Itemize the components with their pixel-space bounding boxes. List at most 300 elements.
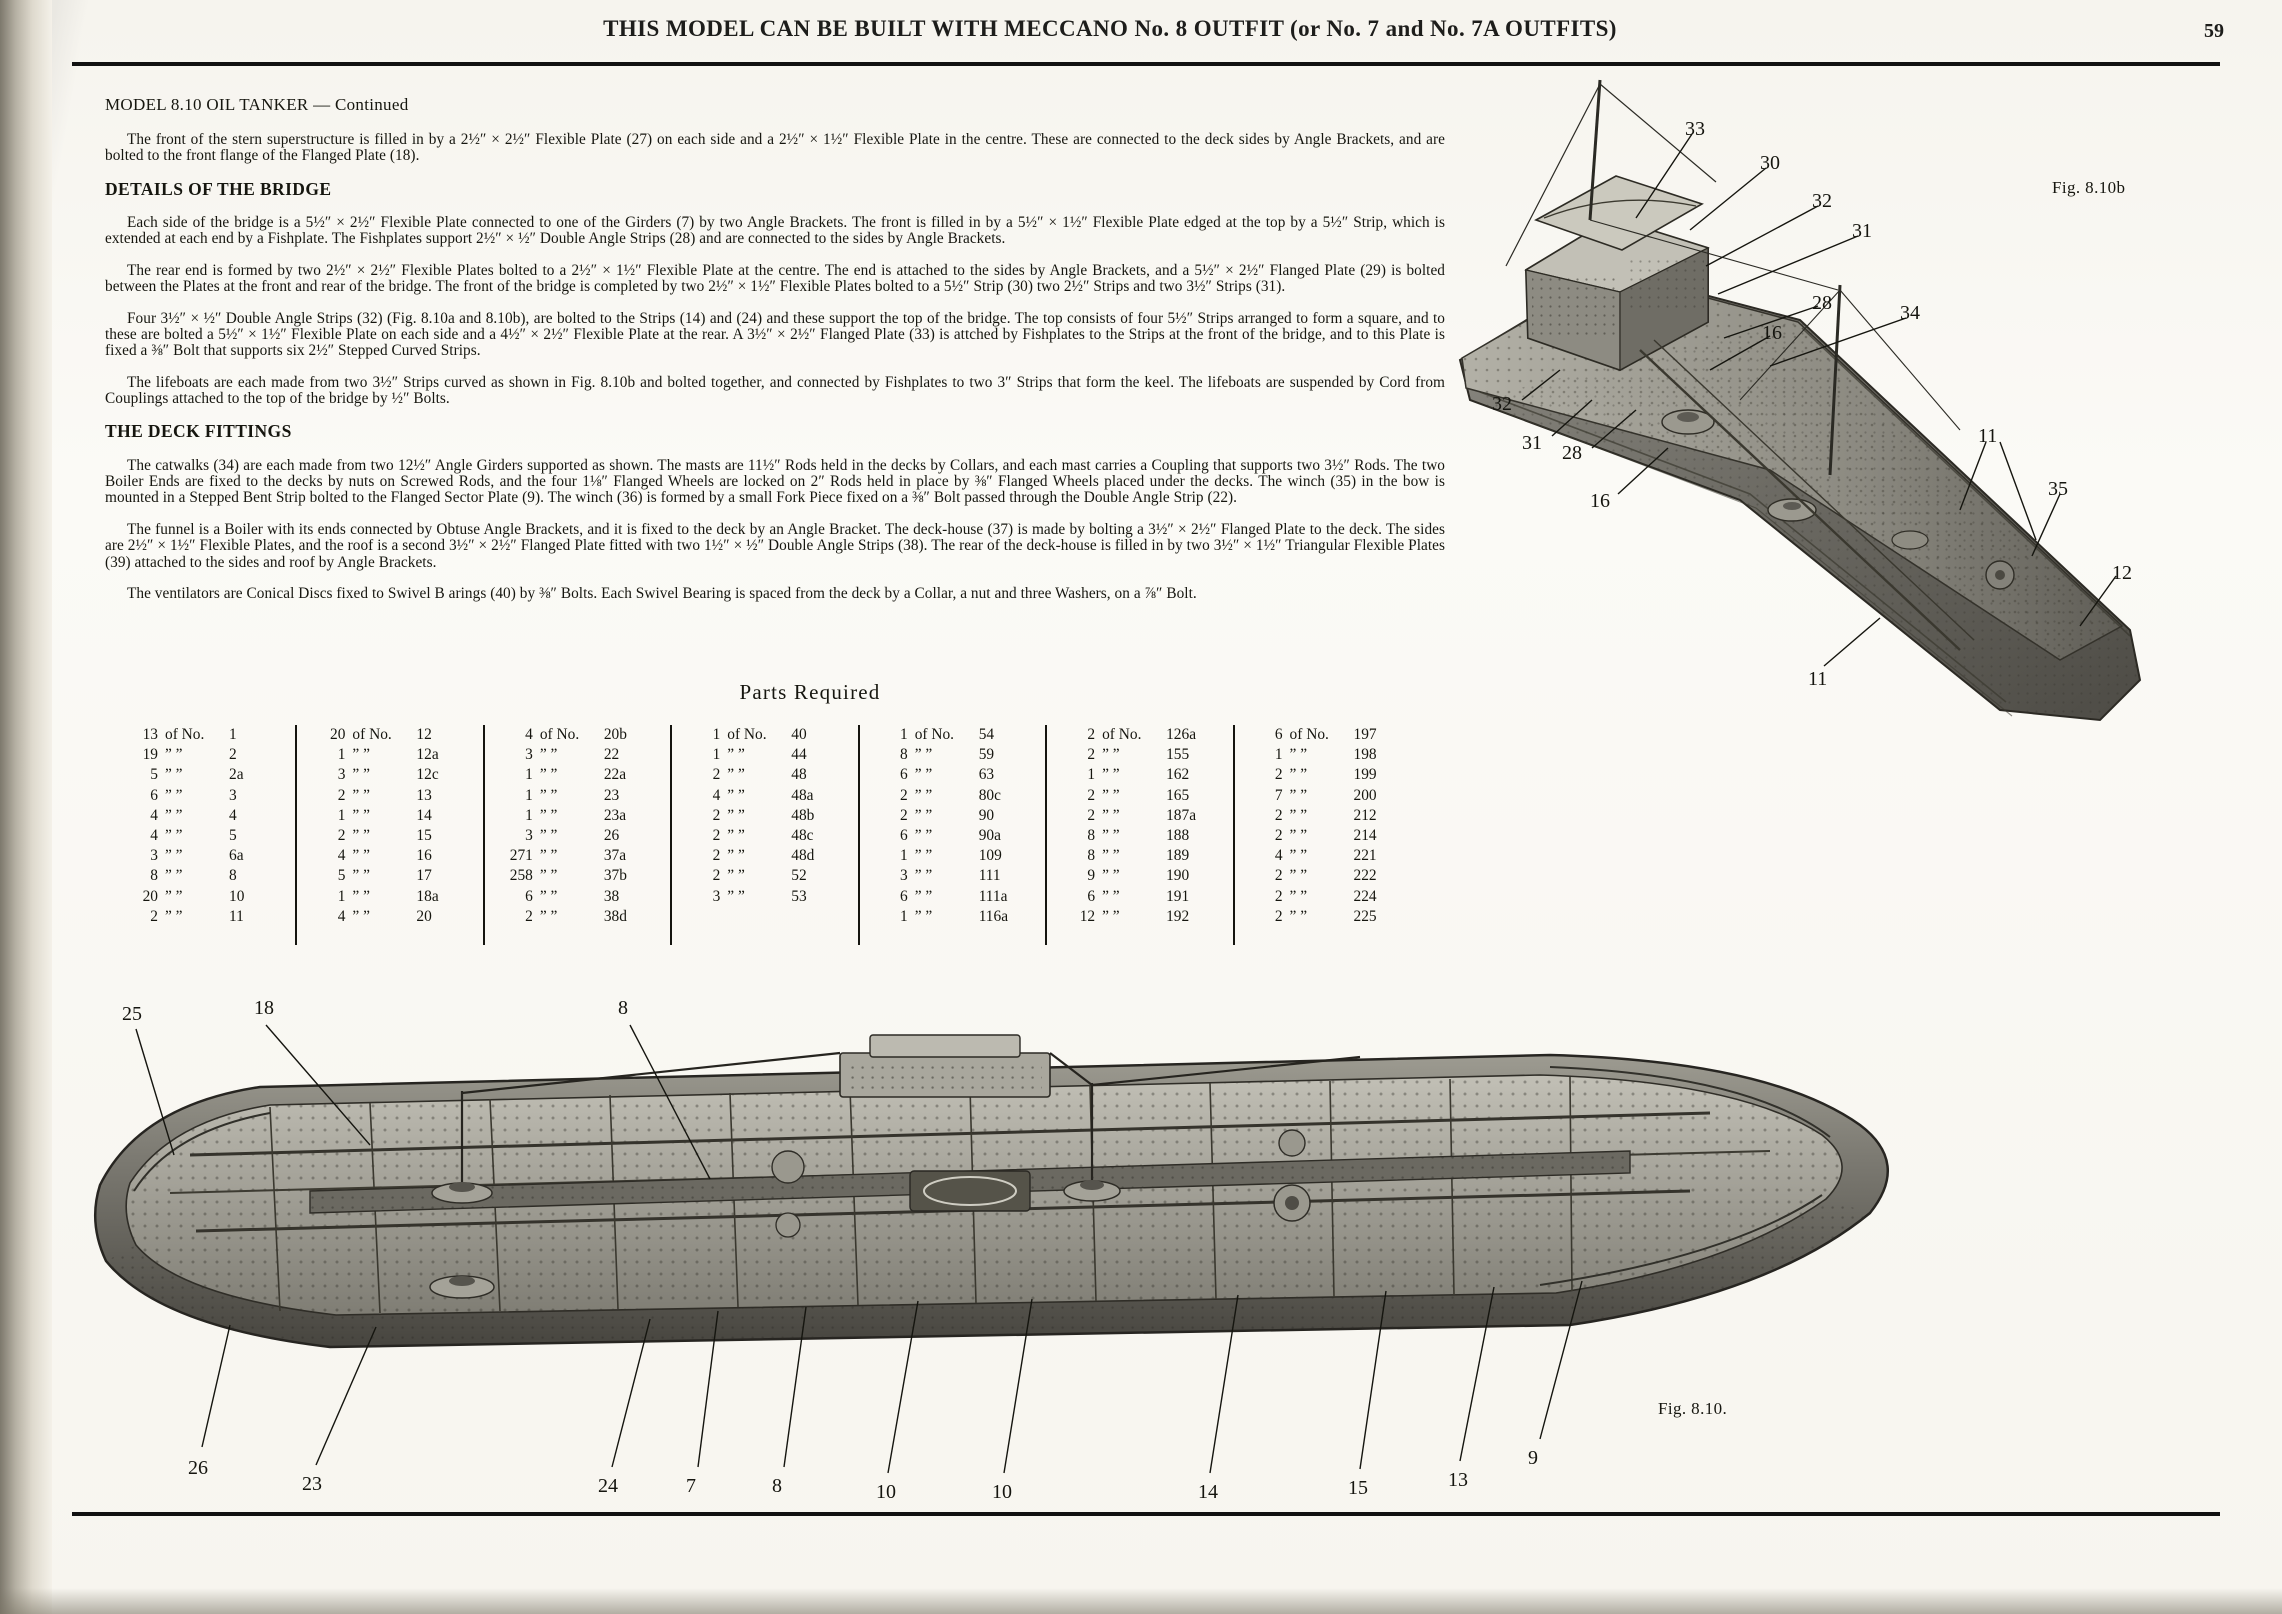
parts-row — [866, 846, 1045, 866]
parts-row — [1241, 745, 1420, 765]
parts-row — [116, 866, 295, 886]
bridge-paragraph-1: Each side of the bridge is a 5½″ × 2½″ Flexible Plate connected to one of the Girders (7) by two Angle Brackets. The front is filled in by a 5½″ × 1½″ Flexible Plate edged at the top by a 5½″ Strip, which is extended at each end by a Fishplate. The Fishplates support 2½″ × ½″ Double Angle Strips (28) and are connected to the sides by Angle Brackets. — [105, 213, 1445, 248]
header-divider — [72, 62, 2220, 66]
part-number: 22 — [603, 746, 620, 764]
part-number: 37a — [603, 847, 627, 865]
part-quantity: 1 — [337, 806, 346, 824]
part-of-label: of No. — [539, 726, 580, 743]
figure-callout-30: 30 — [1760, 152, 1780, 174]
bridge-paragraph-2: The rear end is formed by two 2½″ × 2½″ Flexible Plates bolted to a 2½″ × 1½″ Flexible Plate at the centre. The end is attached to the sides by Angle Brackets, and a 5½″ × 2½″ Flanged Plate (29) is bolted between the Plates at the front and rear of the bridge. The front of the bridge is completed by two 2½″ × 1½″ Flexible Plates bolted to a 5½″ Strip (30) two 2½″ Strips and two 3½″ Strips (31). — [105, 261, 1445, 296]
parts-column — [1045, 725, 1232, 945]
part-quantity: 1 — [899, 907, 908, 925]
part-quantity: 6 — [150, 786, 158, 804]
figure-callout-25: 25 — [122, 1003, 142, 1025]
part-number: 222 — [1353, 867, 1377, 885]
part-of-label: ” ” — [352, 867, 370, 885]
figure-callout-32: 32 — [1812, 190, 1832, 212]
parts-row — [491, 765, 670, 785]
part-number: 187a — [1166, 806, 1197, 824]
figure-tanker-caption: Fig. 8.10. — [1658, 1399, 1728, 1418]
part-quantity: 6 — [899, 766, 908, 784]
part-quantity: 2 — [150, 907, 158, 925]
part-quantity: 1 — [712, 726, 721, 743]
part-quantity: 4 — [150, 806, 158, 824]
figure-bridge-detail-drawing — [1440, 70, 2230, 1000]
part-number: 22a — [603, 766, 627, 784]
part-of-label: ” ” — [914, 806, 933, 824]
parts-row — [116, 765, 295, 785]
parts-required-table — [110, 725, 1420, 945]
parts-row — [866, 725, 1045, 745]
figure-callout-11: 11 — [1978, 425, 1998, 447]
part-number: 8 — [229, 867, 237, 885]
part-quantity: 2 — [1274, 887, 1283, 905]
part-of-label: ” ” — [1289, 907, 1308, 925]
part-number: 2 — [229, 746, 237, 764]
part-number: 198 — [1353, 746, 1377, 764]
part-of-label: ” ” — [539, 827, 558, 845]
parts-row — [1241, 826, 1420, 846]
part-quantity: 8 — [899, 746, 908, 764]
figure-callout-23: 23 — [302, 1473, 322, 1495]
figure-callout-16: 16 — [1762, 322, 1782, 344]
part-number: 38 — [603, 887, 620, 905]
part-number: 48a — [791, 786, 814, 804]
figure-bridge-caption: Fig. 8.10b — [2052, 178, 2126, 197]
parts-row — [303, 907, 482, 927]
part-number: 5 — [229, 827, 237, 845]
parts-row — [1053, 765, 1232, 785]
part-number: 214 — [1353, 827, 1377, 845]
page-title: THIS MODEL CAN BE BUILT WITH MECCANO No. 8 OUTFIT (or No. 7 and No. 7A OUTFITS) — [603, 16, 1617, 41]
part-quantity: 1 — [337, 746, 346, 764]
part-number: 54 — [978, 726, 995, 743]
part-number: 224 — [1353, 887, 1377, 905]
part-quantity: 2 — [712, 806, 721, 824]
part-quantity: 2 — [1087, 786, 1096, 804]
part-number: 90a — [978, 827, 1001, 845]
part-of-label: ” ” — [1102, 827, 1120, 845]
part-quantity: 3 — [525, 746, 533, 764]
part-quantity: 2 — [712, 766, 721, 784]
model-heading: MODEL 8.10 OIL TANKER — Continued — [105, 95, 409, 114]
part-number: 10 — [229, 887, 245, 905]
part-number: 53 — [791, 887, 807, 905]
part-number: 189 — [1166, 847, 1190, 865]
figure-callout-18: 18 — [254, 997, 274, 1019]
part-of-label: of No. — [1289, 726, 1329, 743]
part-quantity: 4 — [525, 726, 533, 743]
part-number: 192 — [1166, 907, 1190, 925]
part-number: 12a — [416, 746, 439, 764]
part-number: 14 — [416, 806, 432, 824]
figure-callout-24: 24 — [598, 1475, 618, 1497]
part-quantity: 2 — [712, 847, 721, 865]
instructions-text-column — [105, 95, 1445, 612]
parts-row — [1053, 806, 1232, 826]
parts-column — [483, 725, 670, 945]
part-quantity: 2 — [1087, 726, 1096, 743]
parts-row — [678, 725, 857, 745]
part-quantity: 5 — [150, 766, 158, 784]
parts-row — [1053, 866, 1232, 886]
part-quantity: 1 — [712, 746, 721, 764]
parts-row — [678, 765, 857, 785]
part-of-label: ” ” — [727, 786, 745, 804]
parts-row — [1241, 765, 1420, 785]
part-number: 191 — [1166, 887, 1190, 905]
parts-row — [303, 826, 482, 846]
parts-row — [866, 866, 1045, 886]
part-number: 2a — [229, 766, 244, 784]
part-quantity: 2 — [525, 907, 533, 925]
parts-row — [678, 866, 857, 886]
figure-callout-10: 10 — [992, 1481, 1012, 1503]
page-number: 59 — [2204, 20, 2224, 42]
part-number: 13 — [416, 786, 432, 804]
part-quantity: 4 — [712, 786, 721, 804]
part-quantity: 1 — [337, 887, 346, 905]
part-of-label: ” ” — [165, 806, 183, 824]
part-of-label: ” ” — [1289, 867, 1308, 885]
part-of-label: ” ” — [1289, 827, 1308, 845]
parts-row — [1241, 786, 1420, 806]
part-of-label: of No. — [914, 726, 955, 743]
parts-row — [866, 745, 1045, 765]
parts-row — [303, 786, 482, 806]
parts-column — [1233, 725, 1420, 945]
part-of-label: ” ” — [1102, 867, 1120, 885]
parts-row — [491, 846, 670, 866]
part-number: 155 — [1166, 746, 1190, 764]
parts-row — [1053, 725, 1232, 745]
part-quantity: 2 — [899, 786, 908, 804]
part-of-label: of No. — [352, 726, 392, 743]
parts-row — [1053, 826, 1232, 846]
part-of-label: ” ” — [1102, 766, 1120, 784]
part-quantity: 271 — [509, 847, 533, 865]
part-of-label: ” ” — [352, 827, 370, 845]
part-of-label: ” ” — [539, 786, 558, 804]
part-of-label: ” ” — [165, 847, 183, 865]
figure-callout-35: 35 — [2048, 478, 2068, 500]
part-quantity: 7 — [1274, 786, 1283, 804]
figure-tanker-plan-drawing — [70, 995, 2000, 1505]
parts-row — [1241, 846, 1420, 866]
figure-bridge-detail — [1440, 70, 2230, 1000]
part-of-label: ” ” — [727, 847, 745, 865]
figure-callout-26: 26 — [188, 1457, 208, 1479]
part-of-label: ” ” — [1289, 887, 1308, 905]
part-quantity: 3 — [525, 827, 533, 845]
page-bottom-shadow — [0, 1588, 2282, 1614]
figure-callout-15: 15 — [1348, 1477, 1368, 1499]
parts-row — [303, 765, 482, 785]
part-of-label: ” ” — [727, 766, 745, 784]
part-quantity: 5 — [337, 867, 346, 885]
part-number: 111 — [978, 867, 1001, 885]
part-of-label: ” ” — [165, 907, 183, 925]
part-number: 48c — [791, 827, 814, 845]
parts-row — [1241, 907, 1420, 927]
part-quantity: 2 — [1087, 746, 1096, 764]
part-quantity: 2 — [1274, 806, 1283, 824]
intro-paragraph: The front of the stern superstructure is filled in by a 2½″ × 2½″ Flexible Plate (27) on each side and a 2½″ × 1½″ Flexible Plate in the centre. These are connected to the deck sides by Angle Brackets, and are bolted to the front flange of the Flanged Plate (18). — [105, 131, 1445, 165]
part-quantity: 2 — [1274, 827, 1283, 845]
part-of-label: ” ” — [1289, 806, 1308, 824]
part-number: 109 — [978, 847, 1002, 865]
part-quantity: 2 — [1274, 907, 1283, 925]
part-number: 17 — [416, 867, 432, 885]
part-quantity: 4 — [150, 827, 158, 845]
parts-row — [491, 806, 670, 826]
part-quantity: 8 — [1087, 847, 1096, 865]
part-quantity: 2 — [1274, 766, 1283, 784]
figure-callout-31: 31 — [1852, 220, 1872, 242]
parts-row — [1053, 887, 1232, 907]
part-quantity: 6 — [525, 887, 533, 905]
part-number: 3 — [229, 786, 237, 804]
parts-row — [1241, 725, 1420, 745]
part-of-label: ” ” — [352, 907, 370, 925]
part-quantity: 1 — [525, 806, 533, 824]
figure-callout-10: 10 — [876, 1481, 896, 1503]
part-of-label: ” ” — [727, 887, 745, 905]
parts-row — [491, 725, 670, 745]
part-number: 162 — [1166, 766, 1190, 784]
figure-callout-13: 13 — [1448, 1469, 1468, 1491]
part-of-label: ” ” — [352, 746, 370, 764]
section-heading-bridge: DETAILS OF THE BRIDGE — [105, 178, 332, 199]
part-of-label: ” ” — [165, 867, 183, 885]
part-quantity: 6 — [899, 827, 908, 845]
parts-row — [116, 745, 295, 765]
part-of-label: ” ” — [352, 766, 370, 784]
part-of-label: ” ” — [539, 746, 558, 764]
part-of-label: ” ” — [1102, 746, 1120, 764]
part-of-label: ” ” — [539, 806, 558, 824]
part-of-label: ” ” — [1289, 847, 1308, 865]
part-number: 199 — [1353, 766, 1377, 784]
parts-row — [116, 846, 295, 866]
parts-row — [678, 846, 857, 866]
part-number: 116a — [978, 907, 1009, 925]
part-number: 63 — [978, 766, 995, 784]
figure-callout-32: 32 — [1492, 393, 1512, 415]
parts-row — [303, 725, 482, 745]
parts-row — [678, 806, 857, 826]
part-number: 221 — [1353, 847, 1377, 865]
part-number: 16 — [416, 847, 432, 865]
part-of-label: ” ” — [165, 786, 183, 804]
parts-row — [491, 745, 670, 765]
part-of-label: ” ” — [539, 887, 558, 905]
parts-row — [1053, 846, 1232, 866]
part-of-label: ” ” — [352, 887, 370, 905]
parts-row — [866, 806, 1045, 826]
parts-row — [303, 866, 482, 886]
parts-row — [491, 907, 670, 927]
part-quantity: 6 — [1087, 887, 1096, 905]
part-number: 23a — [603, 806, 627, 824]
part-number: 4 — [229, 806, 237, 824]
part-number: 126a — [1166, 726, 1197, 743]
part-of-label: ” ” — [165, 746, 183, 764]
part-number: 11 — [229, 907, 244, 925]
part-of-label: ” ” — [914, 746, 933, 764]
parts-row — [491, 887, 670, 907]
part-quantity: 6 — [1274, 726, 1283, 743]
part-quantity: 6 — [899, 887, 908, 905]
part-quantity: 1 — [525, 786, 533, 804]
parts-row — [866, 887, 1045, 907]
footer-divider — [72, 1512, 2220, 1516]
part-number: 190 — [1166, 867, 1190, 885]
part-number: 44 — [791, 746, 807, 764]
part-of-label: ” ” — [1289, 766, 1308, 784]
part-number: 18a — [416, 887, 439, 905]
parts-row — [491, 826, 670, 846]
parts-row — [303, 806, 482, 826]
part-of-label: ” ” — [352, 806, 370, 824]
part-quantity: 1 — [1087, 766, 1096, 784]
parts-row — [678, 786, 857, 806]
part-of-label: ” ” — [914, 887, 933, 905]
parts-row — [303, 745, 482, 765]
part-of-label: ” ” — [539, 766, 558, 784]
part-of-label: ” ” — [539, 847, 558, 865]
part-quantity: 2 — [1274, 867, 1283, 885]
figure-callout-33: 33 — [1685, 118, 1705, 140]
part-of-label: ” ” — [914, 766, 933, 784]
parts-row — [116, 786, 295, 806]
parts-row — [491, 786, 670, 806]
part-number: 48d — [791, 847, 815, 865]
part-quantity: 1 — [899, 726, 908, 743]
part-of-label: ” ” — [914, 827, 933, 845]
part-quantity: 2 — [337, 827, 346, 845]
part-number: 12c — [416, 766, 439, 784]
figure-callout-8: 8 — [618, 997, 628, 1019]
parts-column — [670, 725, 857, 945]
figure-callout-14: 14 — [1198, 1481, 1218, 1503]
parts-column — [295, 725, 482, 945]
parts-row — [866, 907, 1045, 927]
part-quantity: 4 — [337, 847, 346, 865]
parts-row — [116, 826, 295, 846]
parts-row — [1241, 806, 1420, 826]
figure-callout-28: 28 — [1562, 442, 1582, 464]
part-number: 197 — [1353, 726, 1377, 743]
figure-callout-16: 16 — [1590, 490, 1610, 512]
figure-callout-34: 34 — [1900, 302, 1920, 324]
part-number: 165 — [1166, 786, 1190, 804]
part-quantity: 1 — [899, 847, 908, 865]
parts-column — [110, 725, 295, 945]
parts-required-title: Parts Required — [739, 680, 881, 704]
parts-row — [866, 765, 1045, 785]
part-quantity: 13 — [142, 726, 158, 743]
part-of-label: ” ” — [539, 907, 558, 925]
part-quantity: 9 — [1087, 867, 1096, 885]
part-quantity: 20 — [330, 726, 346, 743]
part-number: 20 — [416, 907, 432, 925]
part-quantity: 3 — [337, 766, 346, 784]
part-quantity: 2 — [899, 806, 908, 824]
parts-row — [1241, 887, 1420, 907]
part-quantity: 2 — [337, 786, 346, 804]
part-of-label: ” ” — [727, 867, 745, 885]
bridge-paragraph-3: Four 3½″ × ½″ Double Angle Strips (32) (Fig. 8.10a and 8.10b), are bolted to the Strips (14) and (24) and these support the top of the bridge. The top consists of four 5½″ Strips arranged to form a square, and to these are bolted a 5½″ × 1½″ Flexible Plate on each side and a 4½″ × 2½″ Flexible Plate at the rear. A 3½″ × 2½″ Flanged Plate (33) is attched by Fishplates to the Strips at the front of the bridge, and to this Plate is fixed a ⅜″ Bolt that supports six 2½″ Stepped Curved Strips. — [105, 309, 1445, 360]
part-of-label: ” ” — [352, 786, 370, 804]
part-number: 188 — [1166, 827, 1190, 845]
part-quantity: 2 — [712, 827, 721, 845]
part-of-label: of No. — [727, 726, 767, 743]
part-of-label: ” ” — [727, 806, 745, 824]
part-number: 59 — [978, 746, 995, 764]
section-heading-deck-fittings: THE DECK FITTINGS — [105, 421, 292, 442]
part-of-label: ” ” — [1289, 786, 1308, 804]
figure-tanker-plan — [70, 995, 2000, 1505]
part-number: 38d — [603, 907, 627, 925]
part-of-label: ” ” — [1102, 907, 1120, 925]
parts-row — [866, 826, 1045, 846]
part-of-label: ” ” — [727, 827, 745, 845]
part-number: 12 — [416, 726, 432, 743]
parts-row — [866, 786, 1045, 806]
parts-row — [1241, 866, 1420, 886]
part-quantity: 8 — [1087, 827, 1096, 845]
parts-row — [678, 887, 857, 907]
part-quantity: 3 — [712, 887, 721, 905]
parts-row — [116, 907, 295, 927]
figure-callout-12: 12 — [2112, 562, 2132, 584]
figure-callout-9: 9 — [1528, 1447, 1538, 1469]
part-quantity: 19 — [142, 746, 158, 764]
part-of-label: ” ” — [1102, 806, 1120, 824]
part-quantity: 4 — [1274, 847, 1283, 865]
parts-column — [858, 725, 1045, 945]
parts-row — [1053, 745, 1232, 765]
fittings-paragraph-2: The funnel is a Boiler with its ends connected by Obtuse Angle Brackets, and it is fixed to the deck by an Angle Bracket. The deck-house (37) is made by bolting a 3½″ × 2½″ Flanged Plate to the deck. The sides are 2½″ × 1½″ Flexible Plates, and the roof is a second 3½″ × 2½″ Flanged Plate fitted with two 1½″ × ½″ Double Angle Strips (38). The rear of the deck-house is filled in by two 3½″ × 1½″ Triangular Flexible Plates (39) attached to the sides and roof by Angle Brackets. — [105, 520, 1445, 571]
parts-row — [116, 806, 295, 826]
parts-row — [303, 846, 482, 866]
part-quantity: 258 — [509, 867, 533, 885]
part-of-label: of No. — [165, 726, 205, 743]
part-of-label: ” ” — [1289, 746, 1308, 764]
part-of-label: ” ” — [727, 746, 745, 764]
part-quantity: 20 — [142, 887, 158, 905]
part-number: 52 — [791, 867, 807, 885]
part-number: 48b — [791, 806, 815, 824]
part-quantity: 8 — [150, 867, 158, 885]
part-number: 225 — [1353, 907, 1377, 925]
parts-row — [116, 887, 295, 907]
part-quantity: 2 — [712, 867, 721, 885]
figure-callout-28: 28 — [1812, 292, 1832, 314]
part-quantity: 12 — [1079, 907, 1096, 925]
part-number: 200 — [1353, 786, 1377, 804]
parts-row — [678, 745, 857, 765]
parts-row — [491, 866, 670, 886]
part-of-label: ” ” — [914, 847, 933, 865]
part-quantity: 1 — [1274, 746, 1283, 764]
part-number: 26 — [603, 827, 620, 845]
parts-row — [1053, 907, 1232, 927]
part-number: 48 — [791, 766, 807, 784]
parts-row — [678, 826, 857, 846]
part-number: 1 — [229, 726, 237, 743]
